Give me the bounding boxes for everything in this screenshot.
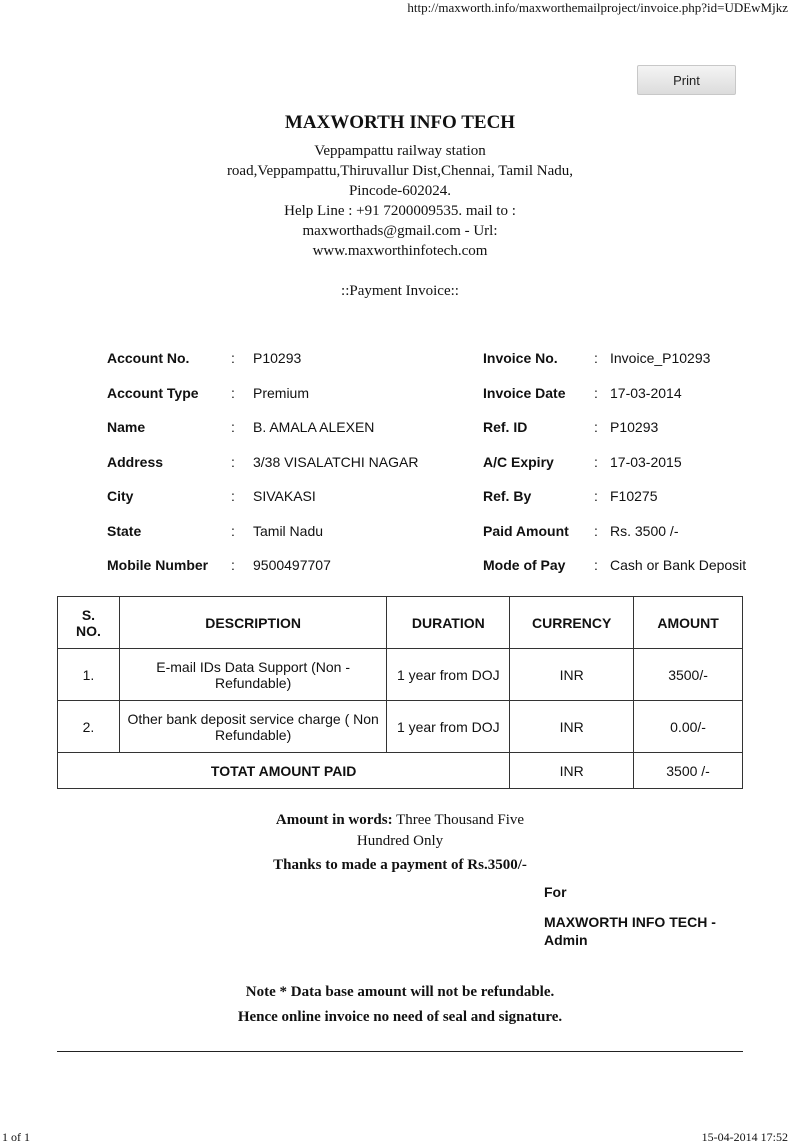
column-header-currency: CURRENCY (510, 597, 634, 649)
total-amount: 3500 /- (634, 753, 743, 789)
company-name: MAXWORTH INFO TECH (284, 112, 516, 133)
separator: : (594, 419, 598, 435)
amount-in-words-label: Amount in words: (275, 812, 393, 828)
separator: : (231, 557, 235, 573)
amount-in-words-value: Three Thousand Five (396, 812, 525, 828)
description-cell (119, 701, 386, 753)
name-value: B. AMALA ALEXEN (253, 419, 375, 435)
address-value: 3/38 VISALATCHI NAGAR (253, 454, 419, 470)
amount-cell: 3500/- (634, 649, 743, 701)
separator: : (594, 350, 598, 366)
mobile-number-label: Mobile Number (107, 557, 209, 573)
company-address-line: road,Veppampattu,Thiruvallur Dist,Chennai, Tamil Nadu, (226, 163, 574, 179)
ref-id-value: P10293 (610, 419, 659, 435)
invoice-date-label: Invoice Date (483, 385, 566, 401)
total-label: TOTAT AMOUNT PAID (58, 753, 510, 789)
invoice-title: ::Payment Invoice:: (341, 283, 459, 299)
separator: : (594, 488, 598, 504)
description-cell (119, 649, 386, 701)
company-email-line: maxworthads@gmail.com - Url: (302, 223, 498, 239)
invoice-date-value: 17-03-2014 (610, 385, 682, 401)
paid-amount-label: Paid Amount (483, 523, 569, 539)
account-no-value: P10293 (253, 350, 302, 366)
company-helpline-line: Help Line : +91 7200009535. mail to : (284, 203, 516, 219)
table-row (58, 701, 743, 753)
address-label: Address (107, 454, 164, 470)
company-address-line: Veppampattu railway station (314, 143, 486, 159)
column-header-sno (58, 597, 120, 649)
table-row (58, 649, 743, 701)
print-button[interactable]: Print (637, 65, 736, 95)
company-website-line: www.maxworthinfotech.com (312, 243, 488, 259)
table-header-row (58, 597, 743, 649)
separator: : (594, 523, 598, 539)
separator: : (231, 523, 235, 539)
sno-cell: 1. (58, 649, 120, 701)
description-line: Refundable) (214, 674, 292, 691)
separator: : (594, 385, 598, 401)
city-label: City (107, 488, 134, 504)
separator: : (594, 557, 598, 573)
state-label: State (107, 523, 142, 539)
separator: : (231, 488, 235, 504)
column-header-description: DESCRIPTION (119, 597, 386, 649)
separator: : (231, 350, 235, 366)
signatory-line: MAXWORTH INFO TECH - (544, 914, 716, 930)
sno-header-line: NO. (76, 622, 101, 639)
amount-in-words (0, 810, 800, 831)
invoice-no-value: Invoice_P10293 (610, 350, 711, 366)
separator: : (231, 454, 235, 470)
city-value: SIVAKASI (253, 488, 316, 504)
note-line: Hence online invoice no need of seal and signature. (237, 1009, 563, 1025)
sno-cell: 2. (58, 701, 120, 753)
mode-of-pay-value: Cash or Bank Deposit (610, 557, 747, 573)
mode-of-pay-label: Mode of Pay (483, 557, 566, 573)
page-url: http://maxworth.info/maxworthemailproject/invoice.php?id=UDEwMjkz (407, 0, 788, 15)
ac-expiry-label: A/C Expiry (483, 454, 554, 470)
amount-cell: 0.00/- (634, 701, 743, 753)
name-label: Name (107, 419, 146, 435)
duration-cell: 1 year from DOJ (387, 649, 510, 701)
account-no-label: Account No. (107, 350, 190, 366)
mobile-number-value: 9500497707 (253, 557, 331, 573)
thanks-message: Thanks to made a payment of Rs.3500/- (273, 857, 527, 873)
total-currency: INR (510, 753, 634, 789)
separator: : (231, 419, 235, 435)
total-row (58, 753, 743, 789)
account-type-value: Premium (253, 385, 310, 401)
print-timestamp: 15-04-2014 17:52 (701, 1130, 788, 1144)
account-type-label: Account Type (107, 385, 199, 401)
ref-by-value: F10275 (610, 488, 658, 504)
description-line: E-mail IDs Data Support (Non - (156, 658, 350, 675)
invoice-no-label: Invoice No. (483, 350, 558, 366)
description-line: Other bank deposit service charge ( Non (127, 710, 379, 727)
separator: : (231, 385, 235, 401)
sno-header-line: S. (81, 606, 96, 623)
signatory-line: Admin (544, 932, 588, 948)
invoice-items-table (57, 596, 743, 789)
amount-in-words-continued: Hundred Only (356, 833, 444, 849)
company-address-line: Pincode-602024. (348, 183, 452, 199)
for-label: For (544, 884, 567, 900)
ref-by-label: Ref. By (483, 488, 532, 504)
ref-id-label: Ref. ID (483, 419, 528, 435)
ac-expiry-value: 17-03-2015 (610, 454, 682, 470)
separator: : (594, 454, 598, 470)
note-line: Note * Data base amount will not be refundable. (245, 984, 555, 1000)
currency-cell: INR (510, 649, 634, 701)
page-count: 1 of 1 (2, 1130, 30, 1144)
column-header-amount: AMOUNT (634, 597, 743, 649)
state-value: Tamil Nadu (253, 523, 324, 539)
description-line: Refundable) (214, 726, 292, 743)
duration-cell: 1 year from DOJ (387, 701, 510, 753)
footer-divider (57, 1051, 743, 1052)
paid-amount-value: Rs. 3500 /- (610, 523, 679, 539)
currency-cell: INR (510, 701, 634, 753)
column-header-duration: DURATION (387, 597, 510, 649)
